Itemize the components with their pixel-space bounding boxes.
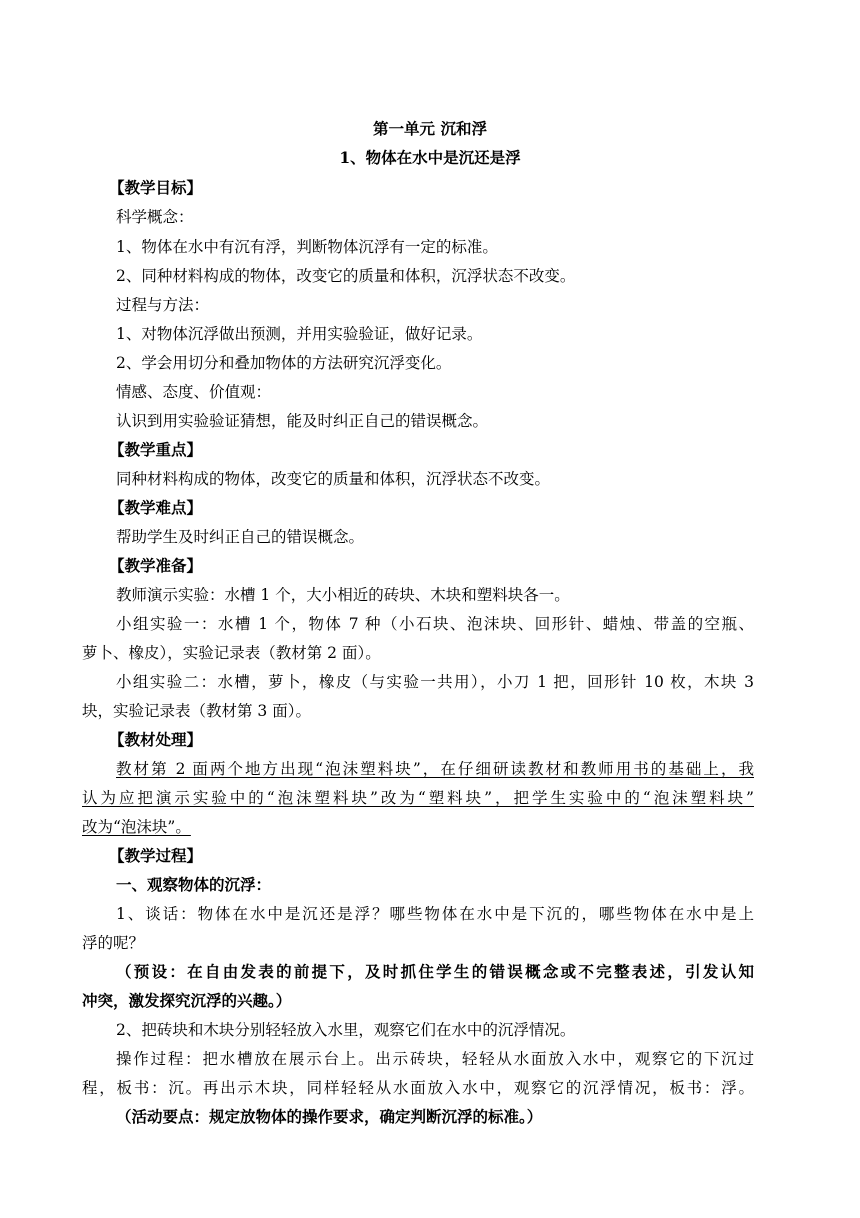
talk-line-1: 1、谈话：物体在水中是沉还是浮？哪些物体在水中是下沉的，哪些物体在水中是上 <box>116 905 754 923</box>
group1-line-1: 小组实验一：水槽 1 个，物体 7 种（小石块、泡沫块、回形针、蜡烛、带盖的空瓶、 <box>116 615 754 633</box>
concept-item-2: 2、同种材料构成的物体，改变它的质量和体积，沉浮状态不改变。 <box>116 267 576 285</box>
concept-label: 科学概念： <box>116 208 194 226</box>
preparation-heading: 【教学准备】 <box>109 556 203 575</box>
material-line-2: 认为应把演示实验中的“泡沫塑料块”改为“塑料块”，把学生实验中的“泡沫塑料块” <box>82 789 754 807</box>
group2-line-2: 块，实验记录表（教材第 3 面）。 <box>82 702 311 720</box>
material-heading: 【教材处理】 <box>109 730 203 749</box>
process-item-2: 2、学会用切分和叠加物体的方法研究沉浮变化。 <box>116 354 452 372</box>
difficulties-heading: 【教学难点】 <box>109 498 203 517</box>
objectives-heading: 【教学目标】 <box>109 178 203 197</box>
attitude-label: 情感、态度、价值观： <box>116 383 272 401</box>
material-line-1: 教材第 2 面两个地方出现“泡沫塑料块”，在仔细研读教材和教师用书的基础上，我 <box>116 760 754 778</box>
teacher-demo-text: 教师演示实验：水槽 1 个，大小相近的砖块、木块和塑料块各一。 <box>116 586 570 604</box>
part1-title: 一、观察物体的沉浮： <box>116 875 272 894</box>
key-points-text: 同种材料构成的物体，改变它的质量和体积，沉浮状态不改变。 <box>116 470 551 488</box>
process-heading: 【教学过程】 <box>109 846 203 865</box>
attitude-item-1: 认识到用实验验证猜想，能及时纠正自己的错误概念。 <box>116 412 489 430</box>
operation-line-1: 操作过程：把水槽放在展示台上。出示砖块，轻轻从水面放入水中，观察它的下沉过 <box>116 1050 754 1068</box>
talk-line-2: 浮的呢？ <box>82 934 145 952</box>
process-label: 过程与方法： <box>116 296 210 314</box>
key-points-heading: 【教学重点】 <box>109 440 203 459</box>
lesson-title: 1、物体在水中是沉还是浮 <box>339 148 521 167</box>
group1-line-2: 萝卜、橡皮），实验记录表（教材第 2 面）。 <box>82 644 381 662</box>
material-line-3: 改为“泡沫块”。 <box>82 818 191 836</box>
step-2-text: 2、把砖块和木块分别轻轻放入水里，观察它们在水中的沉浮情况。 <box>116 1021 576 1039</box>
preset-line-1: （预设：在自由发表的前提下，及时抓住学生的错误概念或不完整表述，引发认知 <box>116 962 754 981</box>
group2-line-1: 小组实验二：水槽，萝卜，橡皮（与实验一共用），小刀 1 把，回形针 10 枚，木块 3 <box>116 673 754 691</box>
operation-line-2: 程，板书：沉。再出示木块，同样轻轻从水面放入水中，观察它的沉浮情况，板书：浮。 <box>82 1079 754 1097</box>
unit-title: 第一单元 沉和浮 <box>373 119 487 138</box>
concept-item-1: 1、物体在水中有沉有浮，判断物体沉浮有一定的标准。 <box>116 238 498 256</box>
activity-note: （活动要点：规定放物体的操作要求，确定判断沉浮的标准。） <box>116 1107 543 1126</box>
difficulties-text: 帮助学生及时纠正自己的错误概念。 <box>116 528 365 546</box>
preset-line-2: 冲突，激发探究沉浮的兴趣。） <box>82 991 292 1010</box>
process-item-1: 1、对物体沉浮做出预测，并用实验验证，做好记录。 <box>116 325 483 343</box>
